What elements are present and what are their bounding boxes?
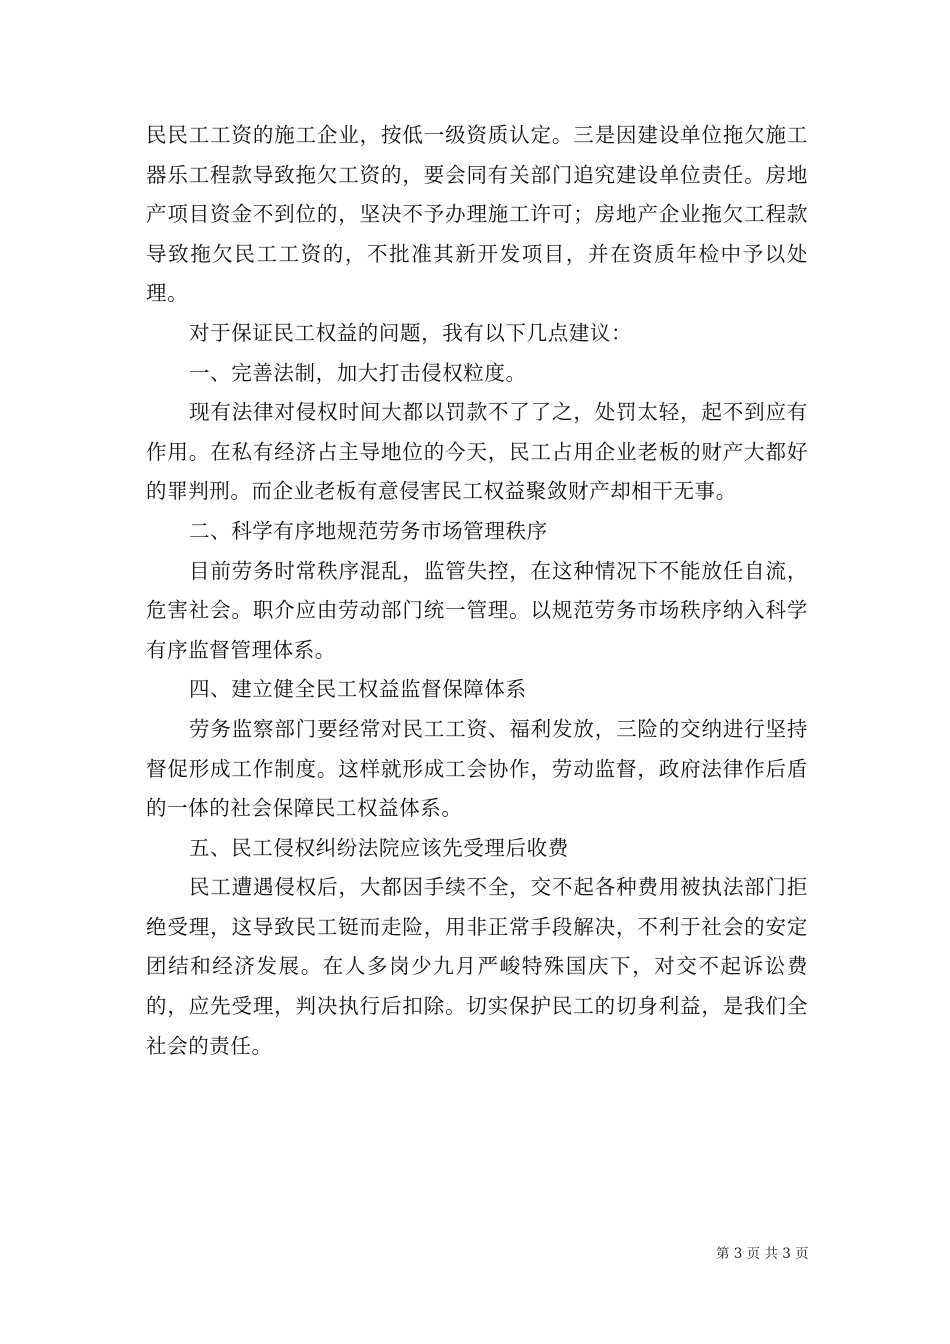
paragraph-2: 对于保证民工权益的问题，我有以下几点建议：: [189, 320, 633, 345]
paragraph-4: 目前劳务时常秩序混乱，监管失控，在这种情况下不能放任自流，危害社会。职介应由劳动部门统一管理。以规范劳务市场秩序纳入科学有序监督管理体系。: [146, 558, 808, 662]
section-heading-2: 二、科学有序地规范劳务市场管理秩序: [189, 518, 548, 543]
document-body: [146, 116, 808, 1066]
paragraph-6: 民工遭遇侵权后，大都因手续不全，交不起各种费用被执法部门拒绝受理，这导致民工铤而走险，用非正常手段解决，不利于社会的安定团结和经济发展。在人多岗少九月严峻特殊国庆下，对交不起诉讼费的，应先受理，判决执行后扣除。切实保护民工的切身利益，是我们全社会的责任。: [146, 875, 808, 1058]
paragraph-3: 现有法律对侵权时间大都以罚款不了了之，处罚太轻，起不到应有作用。在私有经济占主导地位的今天，民工占用企业老板的财产大都好的罪判刑。而企业老板有意侵害民工权益聚敛财产却相干无事。: [146, 400, 808, 504]
section-heading-5: 五、民工侵权纠纷法院应该先受理后收费: [189, 835, 569, 860]
section-heading-1: 一、完善法制，加大打击侵权粒度。: [189, 360, 527, 385]
paragraph-1: 民民工工资的施工企业，按低一级资质认定。三是因建设单位拖欠施工器乐工程款导致拖欠工资的，要会同有关部门追究建设单位责任。房地产项目资金不到位的，坚决不予办理施工许可；房地产企业拖欠工程款导致拖欠民工工资的，不批准其新开发项目，并在资质年检中予以处理。: [146, 123, 808, 306]
page-number: 第 3 页 共 3 页: [716, 1246, 809, 1262]
paragraph-5: 劳务监察部门要经常对民工工资、福利发放，三险的交纳进行坚持督促形成工作制度。这样就形成工会协作，劳动监督，政府法律作后盾的一体的社会保障民工权益体系。: [146, 716, 808, 821]
section-heading-4: 四、建立健全民工权益监督保障体系: [189, 677, 527, 702]
